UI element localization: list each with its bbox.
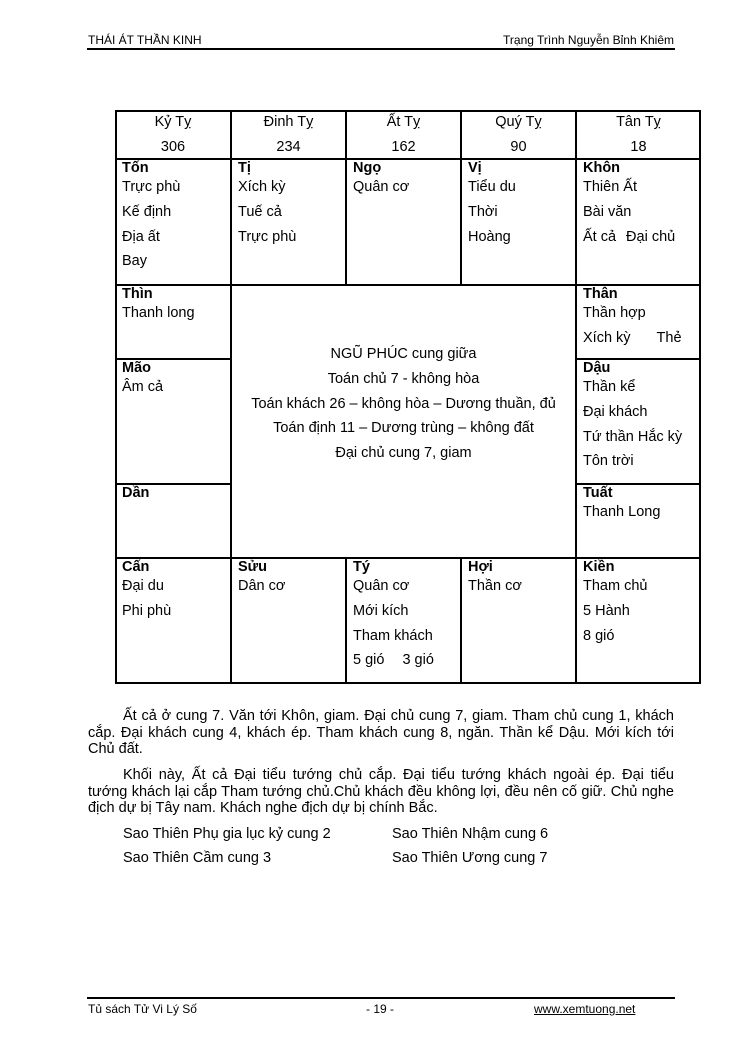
palace-line: Tham khách <box>353 627 433 644</box>
palace-tuat <box>576 484 701 525</box>
column-header <box>115 110 231 159</box>
palace-title: Thân <box>583 286 618 302</box>
palace-line: Tứ thần Hắc kỳ <box>583 428 683 445</box>
header-author: Trạng Trình Nguyễn Bỉnh Khiêm <box>503 33 674 47</box>
palace-line: 5 Hành <box>583 602 630 619</box>
table-border <box>699 110 701 684</box>
footer-title: Tủ sách Tử Vi Lý Số <box>88 1002 197 1016</box>
column-name: Kỷ Tỵ <box>154 114 192 130</box>
table-rule <box>576 358 701 360</box>
palace-title: Kiền <box>583 559 615 575</box>
paragraph-text: Khối này, Ất cả Đại tiểu tướng chủ cắp. Đại tiểu tướng khách ngoài ép. Đại tiểu tướng khách lại cắp Tham tướng chủ.Chủ khách đều không lợi, đều nên cố giữ. Chủ nghe địch dự bị Tây nam. Khách nghe địch dự bị chính Bắc. <box>88 767 674 816</box>
palace-table <box>115 110 701 684</box>
palace-line: Bài văn <box>583 203 632 220</box>
palace-line: Thần kể <box>583 379 636 395</box>
page-number: - 19 - <box>366 1002 395 1016</box>
palace-line-part: Thẻ <box>656 329 682 346</box>
palace-title: Tuất <box>583 485 613 501</box>
palace-line: Tuế cả <box>238 203 282 220</box>
palace-ngo <box>346 159 461 200</box>
table-rule <box>345 110 347 286</box>
palace-title: Vị <box>468 160 482 176</box>
palace-title: Hợi <box>468 559 493 575</box>
column-value: 306 <box>160 139 186 155</box>
table-border <box>115 110 701 112</box>
palace-title: Cấn <box>122 559 150 575</box>
palace-line: Quân cơ <box>353 179 410 195</box>
paragraph <box>88 708 674 758</box>
palace-line: Quân cơ <box>353 578 410 594</box>
table-border <box>115 682 701 684</box>
palace-line: Tham chủ <box>583 578 648 594</box>
star-item: Sao Thiên Nhậm cung 6 <box>392 826 549 842</box>
center-line: Toán chủ 7 - không hòa <box>327 370 480 387</box>
palace-line: Xích kỳ <box>238 179 286 195</box>
star-item: Sao Thiên Cầm cung 3 <box>123 850 272 866</box>
star-item: Sao Thiên Ương cung 7 <box>392 850 548 866</box>
palace-line: 8 gió <box>583 627 615 644</box>
palace-line: Địa ất <box>122 228 160 245</box>
paragraph <box>88 767 674 817</box>
column-header <box>231 110 346 159</box>
palace-line: Kế định <box>122 203 172 220</box>
column-value: 18 <box>630 139 647 155</box>
palace-line-part: 3 gió <box>402 652 434 669</box>
palace-title: Dậu <box>583 360 611 376</box>
table-rule <box>115 557 701 559</box>
palace-line: Trực phù <box>238 228 297 245</box>
palace-ty <box>346 558 461 673</box>
palace-dau <box>576 359 701 474</box>
palace-line: Đại du <box>122 578 164 594</box>
footer-link[interactable]: www.xemtuong.net <box>534 1002 636 1016</box>
palace-line: Thần hợp <box>583 305 646 321</box>
palace-than <box>576 285 701 351</box>
palace-line-part: Đại chủ <box>626 228 676 245</box>
palace-line: Phi phù <box>122 602 172 619</box>
center-palace <box>231 342 576 466</box>
palace-line: Hoàng <box>468 228 511 245</box>
palace-line: Mới kích <box>353 602 409 619</box>
table-rule <box>115 158 701 160</box>
palace-line <box>353 648 461 673</box>
paragraph-text: Ất cả ở cung 7. Văn tới Khôn, giam. Đại chủ cung 7, giam. Tham chủ cung 1, khách cắp. Đại khách cung 4, khách ép. Tham khách cung 8, ngăn. Thần kể Dậu. Mới kích tới Chủ đất. <box>88 708 674 757</box>
palace-line: Tôn trời <box>583 453 634 470</box>
palace-line: Âm cả <box>122 379 164 395</box>
palace-thin <box>115 285 231 326</box>
palace-title: Tị <box>238 160 251 176</box>
column-name: Tân Tỵ <box>616 114 661 130</box>
table-rule <box>460 110 462 286</box>
palace-title: Khôn <box>583 160 621 176</box>
palace-title: Ngọ <box>353 160 382 176</box>
palace-can <box>115 558 231 624</box>
palace-kien <box>576 558 701 648</box>
table-border <box>115 110 117 684</box>
table-rule <box>345 557 347 684</box>
table-rule <box>460 557 462 684</box>
footer-rule <box>87 997 675 999</box>
star-item: Sao Thiên Phụ gia lục kỷ cung 2 <box>123 826 331 842</box>
column-name: Ất Tỵ <box>386 114 421 130</box>
table-rule <box>576 483 701 485</box>
palace-title: Sửu <box>238 559 268 575</box>
center-line: Toán khách 26 – không hòa – Dương thuần, đủ <box>251 395 556 412</box>
column-value: 234 <box>276 139 301 155</box>
palace-line <box>583 326 701 351</box>
palace-line: Đại khách <box>583 403 648 420</box>
column-name: Đinh Tỵ <box>263 114 314 130</box>
column-header <box>346 110 461 159</box>
column-header <box>461 110 576 159</box>
palace-title: Dần <box>122 485 150 501</box>
palace-line: Trực phù <box>122 179 181 195</box>
header-rule <box>87 48 675 50</box>
palace-line: Tiểu du <box>468 179 516 195</box>
table-rule <box>115 358 231 360</box>
table-rule <box>115 483 231 485</box>
palace-line-part: Xích kỳ <box>583 329 631 346</box>
palace-title: Tốn <box>122 160 149 176</box>
palace-line: Thanh Long <box>583 504 661 520</box>
palace-ton <box>115 159 231 274</box>
column-name: Quý Tỵ <box>495 114 542 130</box>
palace-mao <box>115 359 231 400</box>
table-rule <box>230 110 232 684</box>
palace-title: Thìn <box>122 286 153 302</box>
palace-line: Thần cơ <box>468 578 522 594</box>
center-line: NGŨ PHÚC cung giữa <box>330 346 477 362</box>
column-value: 90 <box>510 139 527 155</box>
center-line: Đại chủ cung 7, giam <box>335 445 472 462</box>
palace-khon <box>576 159 701 249</box>
palace-line: Thời <box>468 203 498 220</box>
table-rule <box>575 110 577 684</box>
palace-line: Bay <box>122 253 147 270</box>
palace-line-part: 5 gió <box>353 652 385 669</box>
column-header <box>576 110 701 159</box>
palace-line <box>583 225 701 250</box>
palace-vi <box>461 159 576 249</box>
header-title: THÁI ÁT THẦN KINH <box>88 33 202 47</box>
palace-dan <box>115 484 231 500</box>
palace-suu <box>231 558 346 599</box>
table-rule <box>115 284 701 286</box>
palace-title: Tý <box>353 559 370 575</box>
palace-hoi <box>461 558 576 599</box>
palace-line: Thiên Ất <box>583 179 637 195</box>
center-line: Toán định 11 – Dương trùng – không đất <box>273 420 534 437</box>
palace-ti <box>231 159 346 249</box>
palace-line-part: Ất cả <box>583 228 617 245</box>
palace-line: Dân cơ <box>238 578 286 594</box>
palace-line: Thanh long <box>122 305 195 321</box>
palace-title: Mão <box>122 360 151 376</box>
column-value: 162 <box>391 139 416 155</box>
